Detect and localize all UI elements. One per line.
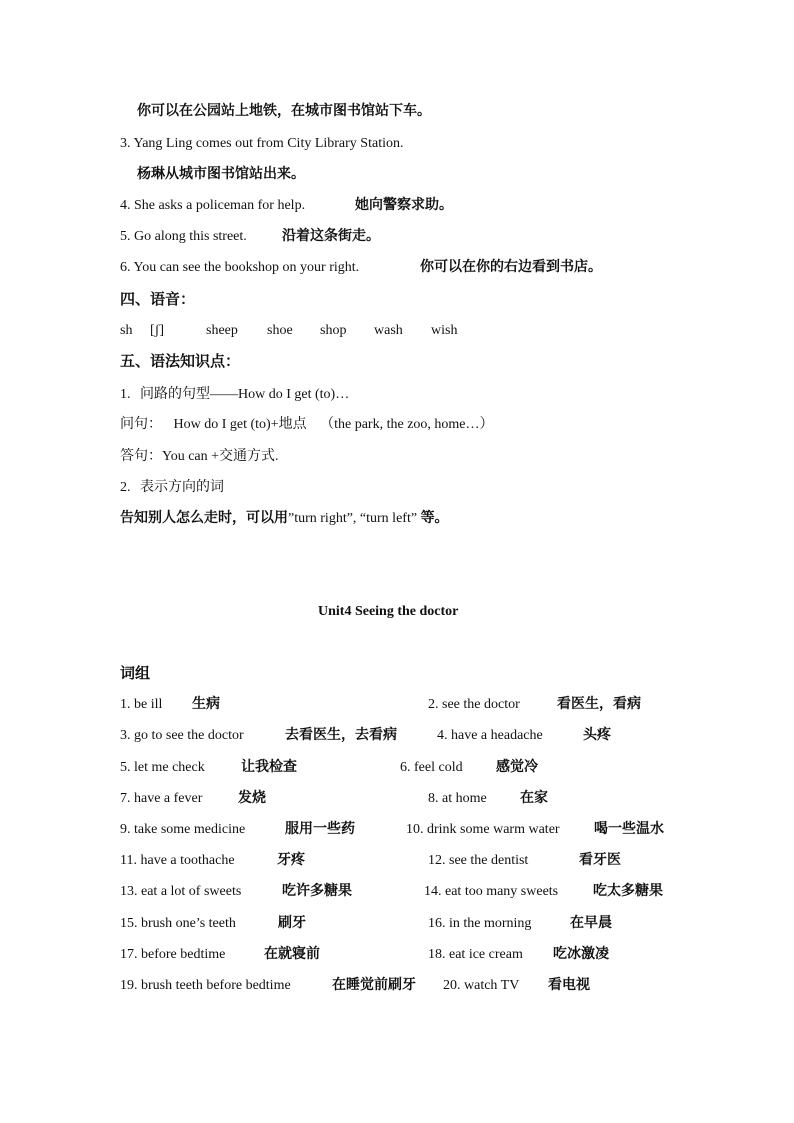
phrase-english: 7. have a fever	[120, 791, 203, 806]
answer-text: You can +交通方式.	[162, 449, 279, 464]
note-part-2: ”turn right”, “turn left”	[288, 511, 418, 526]
question-label: 问句：	[120, 416, 162, 432]
phrase-chinese: 牙疼	[277, 852, 305, 868]
sentence-3-english: 3. Yang Ling comes out from City Library Station.	[120, 136, 404, 151]
question-examples: （the park, the zoo, home…）	[320, 417, 494, 432]
phrase-english: 1. be ill	[120, 697, 163, 712]
phrase-english: 9. take some medicine	[120, 822, 246, 837]
phrase-english: 10. drink some warm water	[406, 822, 560, 837]
phonics-heading: 四、语音：	[120, 290, 196, 308]
grammar-point-1-pattern: ——How do I get (to)…	[210, 387, 350, 402]
phrase-english: 8. at home	[428, 791, 487, 806]
phonics-word: shoe	[267, 323, 293, 338]
phrase-chinese: 刷牙	[278, 915, 306, 931]
phrase-chinese: 头疼	[583, 727, 611, 743]
phrase-chinese: 吃太多糖果	[593, 883, 663, 899]
phrase-english: 17. before bedtime	[120, 947, 226, 962]
grammar-heading: 五、语法知识点：	[120, 352, 241, 370]
phrase-english: 20. watch TV	[443, 978, 520, 993]
grammar-point-1	[120, 385, 349, 404]
phonics-sound: sh	[120, 323, 133, 338]
phrase-chinese: 发烧	[238, 790, 266, 806]
sentence-4-translation: 她向警察求助。	[355, 197, 453, 213]
phrase-chinese: 吃许多糖果	[282, 883, 352, 899]
phrase-chinese: 在早晨	[570, 915, 612, 931]
phrase-chinese: 看牙医	[579, 852, 621, 868]
phrase-english: 3. go to see the doctor	[120, 728, 244, 743]
grammar-point-2-number: 2.	[120, 480, 131, 495]
phrase-english: 14. eat too many sweets	[424, 884, 559, 899]
phrase-chinese: 喝一些温水	[594, 821, 664, 837]
phrase-chinese: 感觉冷	[496, 759, 538, 775]
phrase-english: 13. eat a lot of sweets	[120, 884, 242, 899]
phrase-english: 2. see the doctor	[428, 697, 520, 712]
phrase-chinese: 在家	[520, 790, 548, 806]
phrase-english: 15. brush one’s teeth	[120, 916, 236, 931]
phrase-chinese: 服用一些药	[285, 821, 355, 837]
sentence-6-english: 6. You can see the bookshop on your right.	[120, 260, 360, 275]
sentence-5-english: 5. Go along this street.	[120, 229, 247, 244]
phrase-chinese: 看电视	[548, 977, 590, 993]
phrase-english: 12. see the dentist	[428, 853, 529, 868]
phrase-english: 16. in the morning	[428, 916, 532, 931]
phonics-ipa: [ʃ]	[150, 323, 164, 338]
note-part-1: 告知别人怎么走时，可以用	[120, 510, 288, 526]
phrase-chinese: 生病	[192, 696, 220, 712]
phrase-english: 18. eat ice cream	[428, 947, 523, 962]
phrase-english: 6. feel cold	[400, 760, 463, 775]
sentence-6-translation: 你可以在你的右边看到书店。	[420, 259, 602, 275]
sentence-4-english: 4. She asks a policeman for help.	[120, 198, 306, 213]
phrase-chinese: 在就寝前	[264, 946, 320, 962]
sentence-2-translation: 你可以在公园站上地铁，在城市图书馆站下车。	[137, 103, 431, 119]
unit-title: Unit4 Seeing the doctor	[318, 604, 459, 619]
grammar-point-1-number: 1.	[120, 387, 131, 402]
phrase-english: 4. have a headache	[437, 728, 543, 743]
phonics-word: wash	[374, 323, 403, 338]
phrase-english: 19. brush teeth before bedtime	[120, 978, 291, 993]
phrases-heading: 词组	[120, 664, 151, 682]
phonics-word: wish	[431, 323, 458, 338]
grammar-point-1-title: 问路的句型	[140, 386, 210, 402]
grammar-point-2	[120, 478, 224, 497]
question-text: How do I get (to)+地点	[173, 417, 307, 432]
phonics-word: sheep	[206, 323, 238, 338]
phrase-english: 11. have a toothache	[120, 853, 235, 868]
answer-pattern	[120, 447, 279, 466]
direction-usage-note	[120, 509, 449, 528]
note-part-3: 等。	[420, 510, 449, 526]
sentence-5-translation: 沿着这条街走。	[282, 228, 380, 244]
phrase-chinese: 在睡觉前刷牙	[332, 977, 416, 993]
phrase-chinese: 看医生，看病	[557, 696, 641, 712]
phrase-chinese: 让我检查	[241, 759, 297, 775]
question-pattern	[120, 415, 494, 434]
answer-label: 答句：	[120, 448, 162, 464]
phrase-english: 5. let me check	[120, 760, 205, 775]
phrase-chinese: 去看医生，去看病	[285, 727, 397, 743]
phrase-chinese: 吃冰激凌	[553, 946, 609, 962]
grammar-point-2-title: 表示方向的词	[140, 479, 224, 495]
phonics-word: shop	[320, 323, 347, 338]
sentence-3-translation: 杨琳从城市图书馆站出来。	[137, 166, 305, 182]
